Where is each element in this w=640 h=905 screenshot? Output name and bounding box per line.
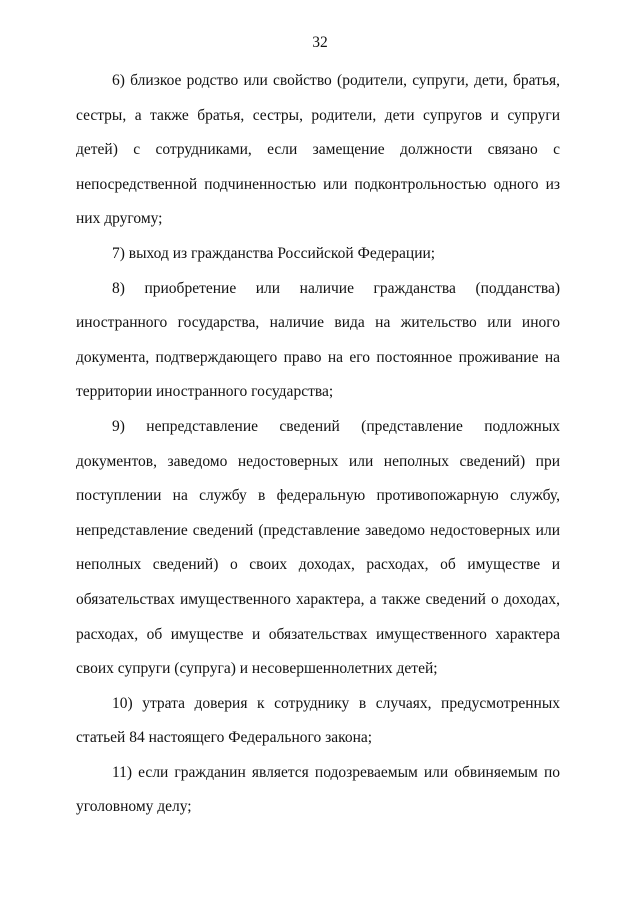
paragraph-item-10: 10) утрата доверия к сотруднику в случаях, предусмотренных статьей 84 настоящего Федерального закона; [76, 694, 560, 747]
paragraph-item-11: 11) если гражданин является подозреваемым или обвиняемым по уголовному делу; [76, 763, 560, 816]
paragraph-item-9: 9) непредставление сведений (представление подложных документов, заведомо недостоверных или неполных сведений) при поступлении на службу в федеральную противопожарную службу, непредставление сведений (представление заведомо недостоверных или неполных сведений) о своих доходах, расходах, об имуществе и обязательствах имущественного характера, а также сведений о доходах, расходах, об имуществе и обязательствах имущественного характера своих супруги (супруга) и несовершеннолетних детей; [76, 417, 560, 678]
paragraph-item-7: 7) выход из гражданства Российской Федерации; [112, 244, 436, 262]
paragraph-item-8: 8) приобретение или наличие гражданства (подданства) иностранного государства, наличие вида на жительство или иного документа, подтверждающего право на его постоянное проживание на территории иностранного государства; [76, 279, 560, 401]
document-body [76, 64, 560, 825]
paragraph-item-6: 6) близкое родство или свойство (родители, супруги, дети, братья, сестры, а также братья, сестры, родители, дети супругов и супруги детей) с сотрудниками, если замещение должности связано с непосредственной подчиненностью или подконтрольностью одного из них другому; [76, 72, 560, 228]
page-number: 32 [312, 34, 328, 51]
